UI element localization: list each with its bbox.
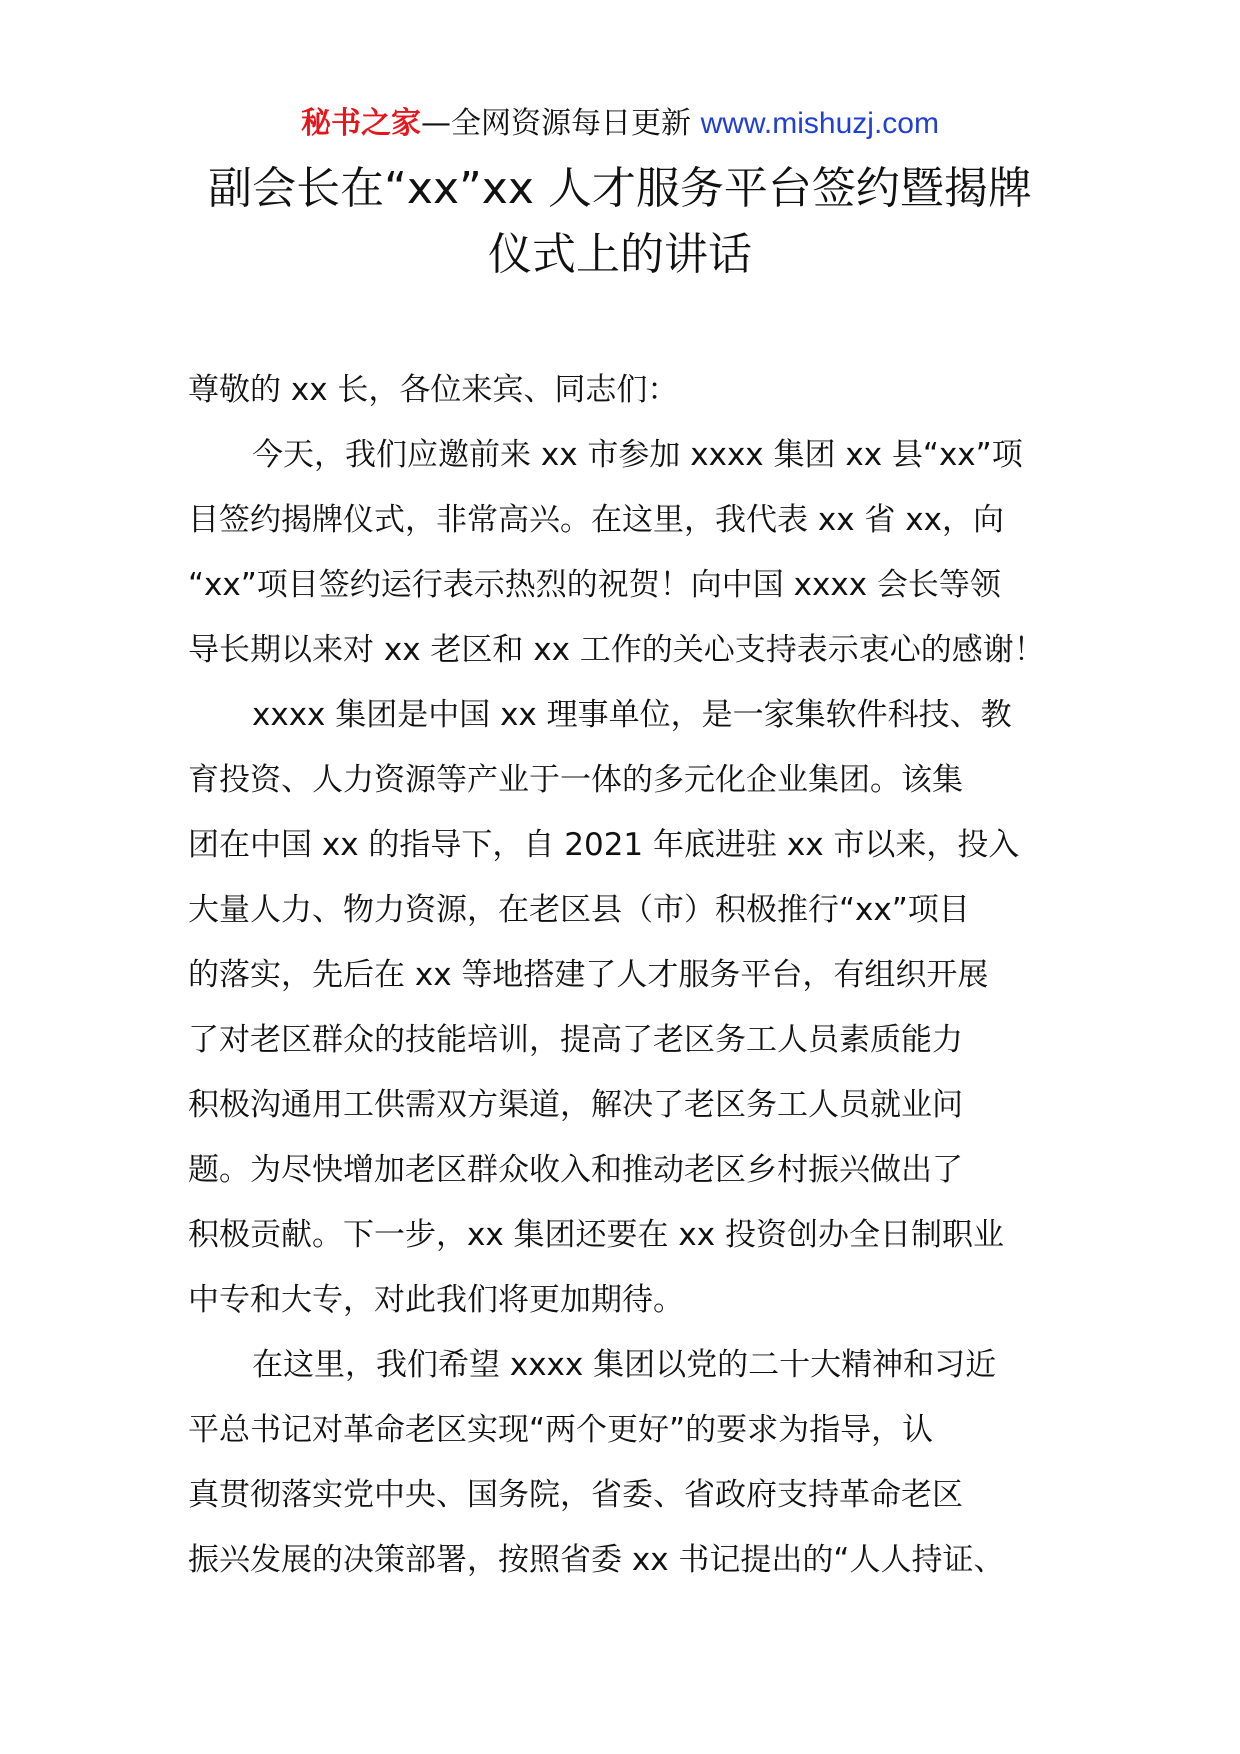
paragraph-3-line-1: 在这里，我们希望 xxxx 集团以党的二十大精神和习近 [252,1347,997,1383]
document-title [150,156,1090,288]
title-line-1: 副会长在“xx”xx 人才服务平台签约暨揭牌 [208,163,1032,214]
paragraph-1-line-1: 今天，我们应邀前来 xx 市参加 xxxx 集团 xx 县“xx”项 [252,437,1023,473]
title-line-2: 仪式上的讲话 [488,229,752,280]
site-url-link[interactable]: www.mishuzj.com [700,107,939,140]
paragraph-2-line-9: 积极贡献。下一步，xx 集团还要在 xx 投资创办全日制职业 [188,1217,1004,1253]
paragraph-2-line-7: 积极沟通用工供需双方渠道，解决了老区务工人员就业问 [188,1087,963,1123]
paragraph-3-line-3: 真贯彻落实党中央、国务院，省委、省政府支持革命老区 [188,1477,963,1513]
paragraph-2-line-4: 大量人力、物力资源，在老区县（市）积极推行“xx”项目 [188,892,970,928]
paragraph-3-line-2: 平总书记对革命老区实现“两个更好”的要求为指导，认 [188,1412,934,1448]
site-header [0,104,1240,144]
paragraph-1-line-4: 导长期以来对 xx 老区和 xx 工作的关心支持表示衷心的感谢！ [188,632,1045,668]
paragraph-2-line-6: 了对老区群众的技能培训，提高了老区务工人员素质能力 [188,1022,963,1058]
paragraph-1-line-3: “xx”项目签约运行表示热烈的祝贺！向中国 xxxx 会长等领 [188,567,1001,603]
paragraph-2-line-8: 题。为尽快增加老区群众收入和推动老区乡村振兴做出了 [188,1152,963,1188]
paragraph-2-line-1: xxxx 集团是中国 xx 理事单位，是一家集软件科技、教 [252,697,1012,733]
paragraph-2-line-5: 的落实，先后在 xx 等地搭建了人才服务平台，有组织开展 [188,957,989,993]
paragraph-2-line-10: 中专和大专，对此我们将更加期待。 [188,1282,684,1318]
paragraph-1-line-2: 目签约揭牌仪式，非常高兴。在这里，我代表 xx 省 xx，向 [188,502,1004,538]
header-slogan: —全网资源每日更新 [421,106,692,141]
speech-body [188,358,1068,1593]
paragraph-2-line-2: 育投资、人力资源等产业于一体的多元化企业集团。该集 [188,762,963,798]
salutation-line: 尊敬的 xx 长，各位来宾、同志们： [188,372,679,408]
brand-name: 秘书之家 [301,106,422,141]
paragraph-2-line-3: 团在中国 xx 的指导下，自 2021 年底进驻 xx 市以来，投入 [188,827,1020,863]
paragraph-3-line-4: 振兴发展的决策部署，按照省委 xx 书记提出的“人人持证、 [188,1542,1005,1578]
